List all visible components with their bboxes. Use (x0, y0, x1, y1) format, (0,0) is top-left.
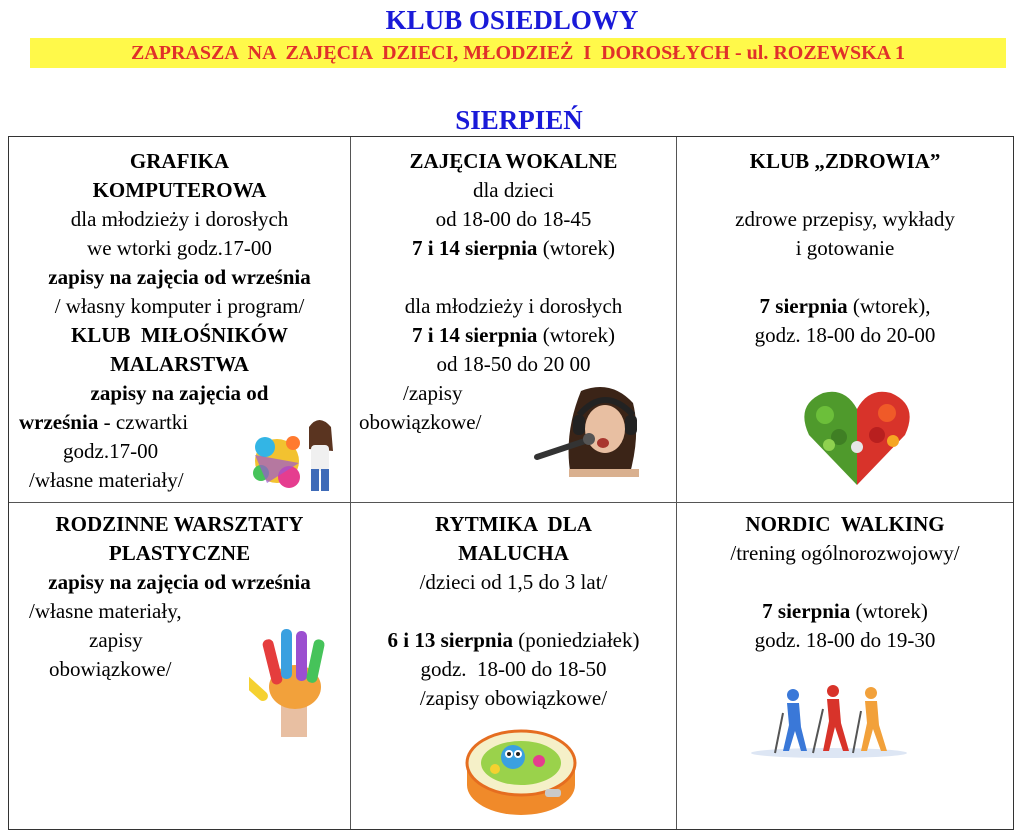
cell-warsztaty: RODZINNE WARSZTATY PLASTYCZNE zapisy na zajęcia od września /własne materiały, zapisy obowiązkowe/ (9, 510, 350, 684)
cell-title: KLUB MIŁOŚNIKÓW (70, 323, 289, 347)
painted-hand-image (249, 625, 341, 737)
cell-wokalne: ZAJĘCIA WOKALNE dla dzieci od 18-00 do 18-45 7 i 14 sierpnia (wtorek) dla młodzieży i dorosłych 7 i 14 sierpnia (wtorek) od 18-50 do 20 00 /zapisy obowiązkowe/ (351, 147, 676, 437)
cell-title: KOMPUTEROWA (92, 178, 267, 202)
cell-zdrowia: KLUB „ZDROWIA” zdrowe przepisy, wykłady i gotowanie 7 sierpnia (wtorek), godz. 18-00 do 20-00 (677, 147, 1013, 350)
cell-title: MALUCHA (458, 541, 569, 565)
row-divider (9, 502, 1013, 503)
page-subtitle: ZAPRASZA NA ZAJĘCIA DZIECI, MŁODZIEŻ I DOROSŁYCH - ul. ROZEWSKA 1 (30, 38, 1006, 68)
vegetable-heart-image (801, 385, 913, 489)
cell-title: RODZINNE WARSZTATY (55, 512, 304, 536)
cell-title: GRAFIKA (129, 149, 230, 173)
month-heading: SIERPIEŃ (455, 105, 583, 135)
schedule-table (8, 136, 1014, 830)
nordic-walkers-image (749, 683, 909, 759)
cell-title: NORDIC WALKING (745, 512, 945, 536)
cell-title: MALARSTWA (110, 352, 249, 376)
cell-grafika: GRAFIKA KOMPUTEROWA dla młodzieży i dorosłych we wtorki godz.17-00 zapisy na zajęcia od września / własny komputer i program/ KLUB MIŁOŚNIKÓW MALARSTWA zapisy na zajęcia od września - czwartki godz.17-00 /własne materiały/ (9, 147, 350, 495)
cell-title: KLUB „ZDROWIA” (749, 149, 941, 173)
painting-girl-image (247, 411, 345, 495)
cell-rytmika: RYTMIKA DLA MALUCHA /dzieci od 1,5 do 3 lat/ 6 i 13 sierpnia (poniedziałek) godz. 18-00 do 18-50 /zapisy obowiązkowe/ (351, 510, 676, 713)
page-title: KLUB OSIEDLOWY (385, 5, 639, 35)
cell-title: ZAJĘCIA WOKALNE (409, 149, 618, 173)
cell-title: RYTMIKA DLA (435, 512, 592, 536)
cell-nordic: NORDIC WALKING /trening ogólnorozwojowy/ 7 sierpnia (wtorek) godz. 18-00 do 19-30 (677, 510, 1013, 655)
singing-girl-image (529, 385, 657, 477)
cell-title: PLASTYCZNE (108, 541, 251, 565)
tambourine-image (461, 723, 581, 823)
